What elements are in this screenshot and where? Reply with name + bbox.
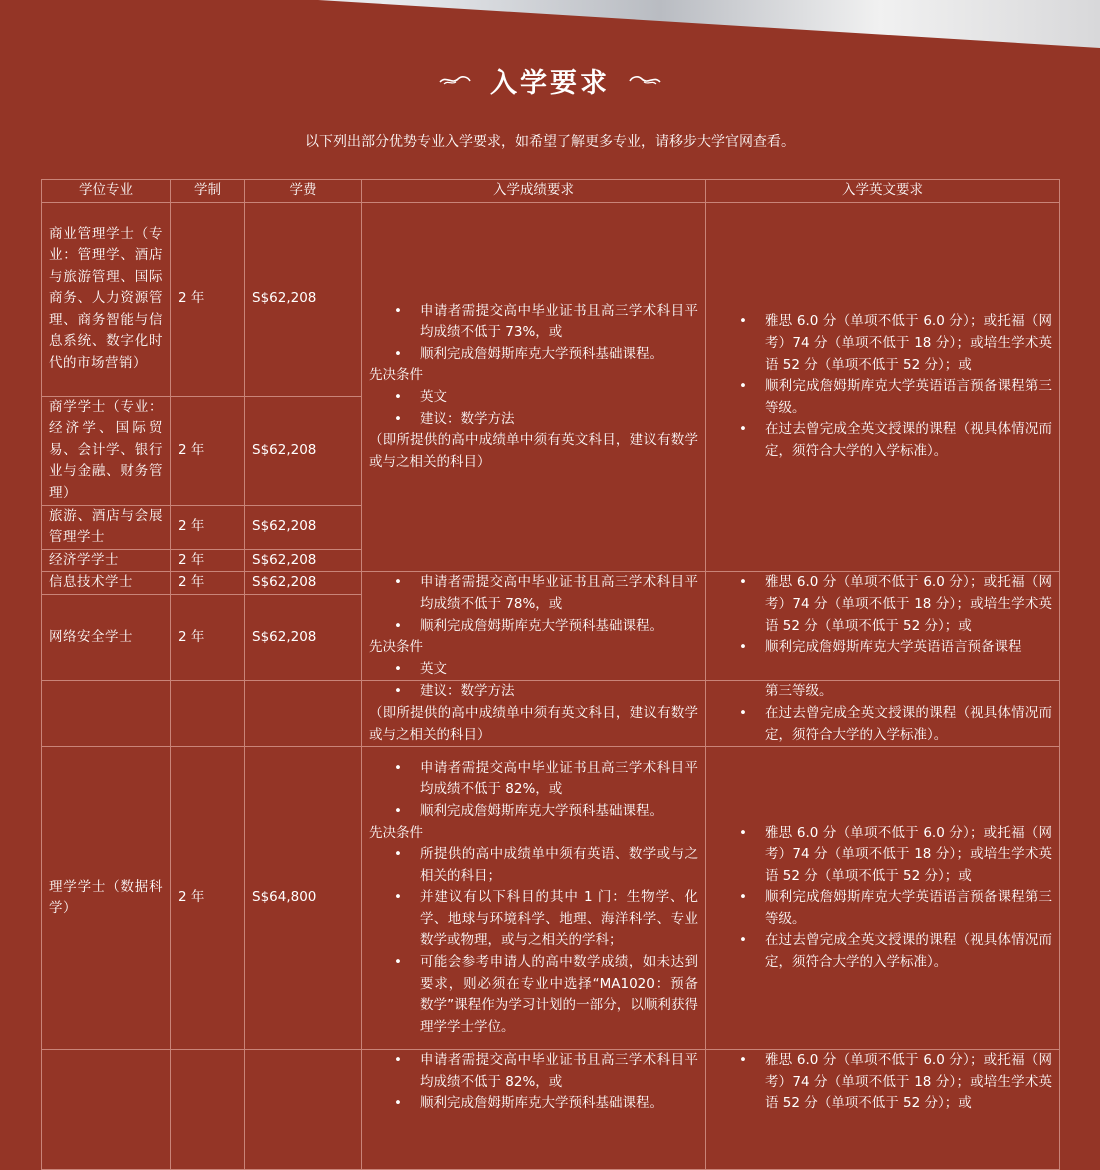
table-header-row [42,180,1060,203]
academic-bullets [369,572,698,637]
prereq-bullets [369,844,698,1038]
duration-cell-empty [171,681,245,747]
english-req-cell [706,1050,1060,1170]
list-item: • 申请者需提交高中毕业证书且高三学术科目平均成绩不低于 78%，或 [420,572,698,615]
fee-cell-empty [245,681,362,747]
table-row [42,202,1060,396]
fee-cell: S$64,800 [245,747,362,1050]
list-item: • 顺利完成詹姆斯库克大学英语语言预备课程第三等级。 [765,376,1052,419]
major-cell: 理学学士（数据科学） [42,747,171,1050]
english-bullets [713,823,1052,974]
hero-diagonal-mask [0,0,1100,48]
major-cell: 商业管理学士（专业：管理学、酒店与旅游管理、国际商务、人力资源管理、商务智能与信息系统、数字化时代的市场营销） [42,202,171,396]
header-major: 学位专业 [42,180,171,203]
list-item: • 顺利完成詹姆斯库克大学英语语言预备课程第三等级。 [765,887,1052,930]
page-subtitle: 以下列出部分优势专业入学要求，如希望了解更多专业，请移步大学官网查看。 [305,134,795,150]
list-item: • 雅思 6.0 分（单项不低于 6.0 分）；或托福（网考）74 分（单项不低于 18 分）；或培生学术英语 52 分（单项不低于 52 分）；或 [765,1050,1052,1115]
fee-cell: S$62,208 [245,549,362,572]
list-item: • 申请者需提交高中毕业证书且高三学术科目平均成绩不低于 73%，或 [420,301,698,344]
prereq-note: （即所提供的高中成绩单中须有英文科目，建议有数学或与之相关的科目） [369,704,698,743]
major-cell: 旅游、酒店与会展管理学士 [42,505,171,549]
list-item: • 雅思 6.0 分（单项不低于 6.0 分）；或托福（网考）74 分（单项不低于 18 分）；或培生学术英语 52 分（单项不低于 52 分）；或 [765,311,1052,376]
list-item: • 申请者需提交高中毕业证书且高三学术科目平均成绩不低于 82%，或 [420,758,698,801]
major-cell: 商学学士（专业：经济学、国际贸易、会计学、银行业与金融、财务管理） [42,396,171,505]
table-row [42,572,1060,595]
table-row [42,681,1060,747]
english-req-cell [706,572,1060,681]
section-header [0,60,1100,100]
major-cell: 网络安全学士 [42,595,171,681]
academic-req-cell [362,1050,706,1170]
fee-cell-empty [245,1050,362,1170]
academic-bullets [369,301,698,366]
prereq-label: 先决条件 [369,367,423,384]
list-item: • 建议：数学方法 [420,409,698,431]
fee-cell: S$62,208 [245,572,362,595]
list-item: • 顺利完成詹姆斯库克大学英语语言预备课程 [765,637,1052,659]
academic-bullets [369,1050,698,1115]
table-row [42,1050,1060,1170]
academic-req-cell [362,572,706,681]
english-req-cell [706,681,1060,747]
list-item: • 建议：数学方法 [420,681,698,703]
major-cell: 信息技术学士 [42,572,171,595]
left-flourish-icon [438,73,472,87]
header-duration: 学制 [171,180,245,203]
prereq-note: （即所提供的高中成绩单中须有英文科目，建议有数学或与之相关的科目） [369,432,698,470]
list-item: • 在过去曾完成全英文授课的课程（视具体情况而定，须符合大学的入学标准）。 [765,419,1052,462]
header-english-req: 入学英文要求 [706,180,1060,203]
list-item: • 英文 [420,387,698,409]
fee-cell: S$62,208 [245,202,362,396]
fee-cell: S$62,208 [245,505,362,549]
english-continuation: 第三等级。 [765,683,833,700]
prereq-label: 先决条件 [369,639,423,656]
list-item: • 顺利完成詹姆斯库克大学预科基础课程。 [420,616,698,638]
list-item: • 雅思 6.0 分（单项不低于 6.0 分）；或托福（网考）74 分（单项不低于 18 分）；或培生学术英语 52 分（单项不低于 52 分）；或 [765,823,1052,888]
fee-cell: S$62,208 [245,595,362,681]
list-item: • 英文 [420,659,698,681]
english-bullets [713,572,1052,658]
list-item: • 在过去曾完成全英文授课的课程（视具体情况而定，须符合大学的入学标准）。 [765,703,1052,746]
header-fee: 学费 [245,180,362,203]
academic-bullets [369,758,698,823]
major-cell-empty [42,1050,171,1170]
duration-cell: 2 年 [171,595,245,681]
list-item: • 可能会参考申请人的高中数学成绩，如未达到要求，则必须在专业中选择“MA1020：预备数学”课程作为学习计划的一部分，以顺利获得理学学士学位。 [420,952,698,1038]
list-item: • 雅思 6.0 分（单项不低于 6.0 分）；或托福（网考）74 分（单项不低于 18 分）；或培生学术英语 52 分（单项不低于 52 分）；或 [765,572,1052,637]
english-req-cell [706,202,1060,572]
fee-cell: S$62,208 [245,396,362,505]
header-academic-req: 入学成绩要求 [362,180,706,203]
major-cell: 经济学学士 [42,549,171,572]
right-flourish-icon [628,73,662,87]
list-item: • 申请者需提交高中毕业证书且高三学术科目平均成绩不低于 82%，或 [420,1050,698,1093]
academic-req-cell [362,202,706,572]
duration-cell: 2 年 [171,549,245,572]
list-item: • 在过去曾完成全英文授课的课程（视具体情况而定，须符合大学的入学标准）。 [765,930,1052,973]
list-item: • 顺利完成詹姆斯库克大学预科基础课程。 [420,801,698,823]
page-title: 入学要求 [490,67,610,99]
list-item: • 顺利完成詹姆斯库克大学预科基础课程。 [420,344,698,366]
duration-cell: 2 年 [171,202,245,396]
english-bullets [713,703,1052,746]
duration-cell: 2 年 [171,396,245,505]
list-item: • 顺利完成詹姆斯库克大学预科基础课程。 [420,1093,698,1115]
academic-req-cell [362,747,706,1050]
prereq-label: 先决条件 [369,824,423,841]
major-cell-empty [42,681,171,747]
english-bullets [713,311,1052,462]
list-item: • 并建议有以下科目的其中 1 门：生物学、化学、地球与环境科学、地理、海洋科学、专业数学或物理，或与之相关的学科； [420,887,698,952]
list-item: • 所提供的高中成绩单中须有英语、数学或与之相关的科目； [420,844,698,887]
english-req-cell [706,747,1060,1050]
duration-cell: 2 年 [171,505,245,549]
prereq-bullets [369,681,698,703]
academic-req-cell [362,681,706,747]
table-row [42,747,1060,1050]
admission-requirements-table [41,179,1060,1170]
english-bullets [713,1050,1052,1115]
prereq-bullets [369,659,698,681]
hero-banner [0,0,1100,48]
duration-cell-empty [171,1050,245,1170]
prereq-bullets [369,387,698,430]
duration-cell: 2 年 [171,747,245,1050]
duration-cell: 2 年 [171,572,245,595]
